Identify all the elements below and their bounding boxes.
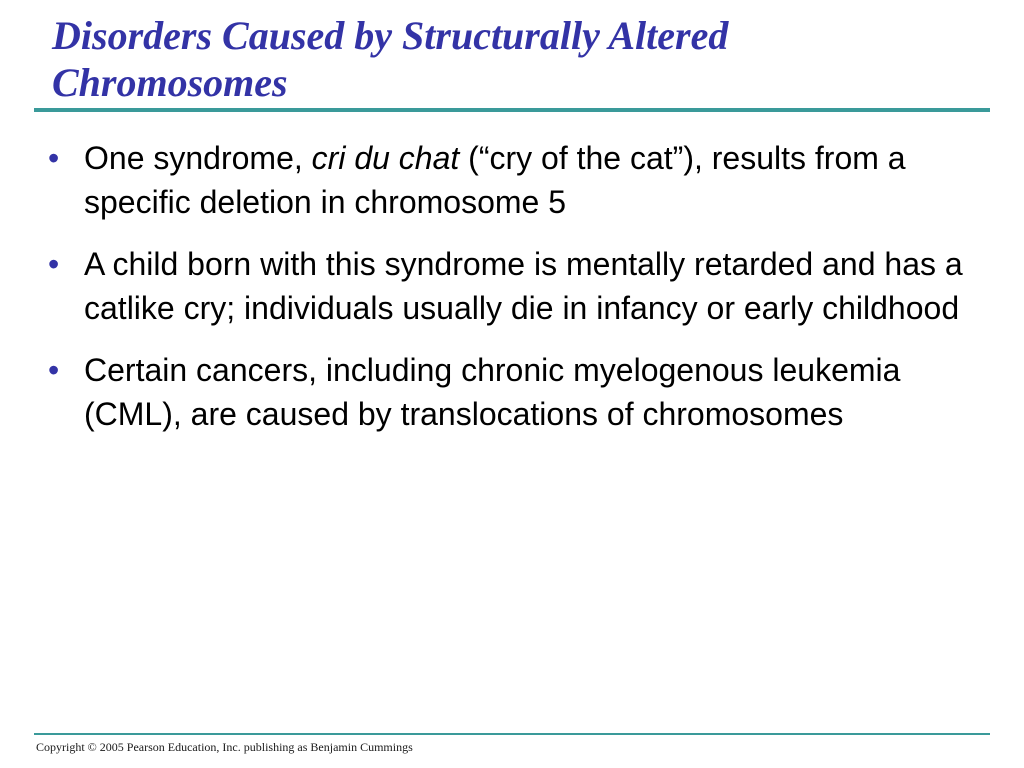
bullet-text-italic-term: cri du chat — [311, 140, 460, 176]
bullet-text: A child born with this syndrome is mentally retarded and has a catlike cry; individuals usually die in infancy or early childhood — [84, 246, 963, 326]
bullet-item-cancers — [44, 348, 974, 436]
title-divider — [34, 108, 990, 112]
bullet-text-end: (“cry of the cat”), results from a specific deletion in chromosome 5 — [84, 140, 906, 220]
bullet-item-symptoms — [44, 242, 974, 330]
footer-divider — [34, 733, 990, 735]
bullet-item-cri-du-chat — [44, 136, 974, 224]
slide-title — [52, 12, 992, 106]
bullet-marker: • — [48, 352, 60, 388]
bullet-text-start: One syndrome, — [84, 140, 312, 176]
bullet-text: Certain cancers, including chronic myelogenous leukemia (CML), are caused by translocations of chromosomes — [84, 352, 901, 432]
bullet-marker: • — [48, 246, 60, 282]
slide-title-line-2: Chromosomes — [52, 60, 288, 105]
bullet-list — [44, 136, 974, 454]
copyright-footer: Copyright © 2005 Pearson Education, Inc. publishing as Benjamin Cummings — [36, 740, 413, 754]
slide-title-line-1: Disorders Caused by Structurally Altered — [52, 13, 729, 58]
bullet-marker: • — [48, 140, 60, 176]
